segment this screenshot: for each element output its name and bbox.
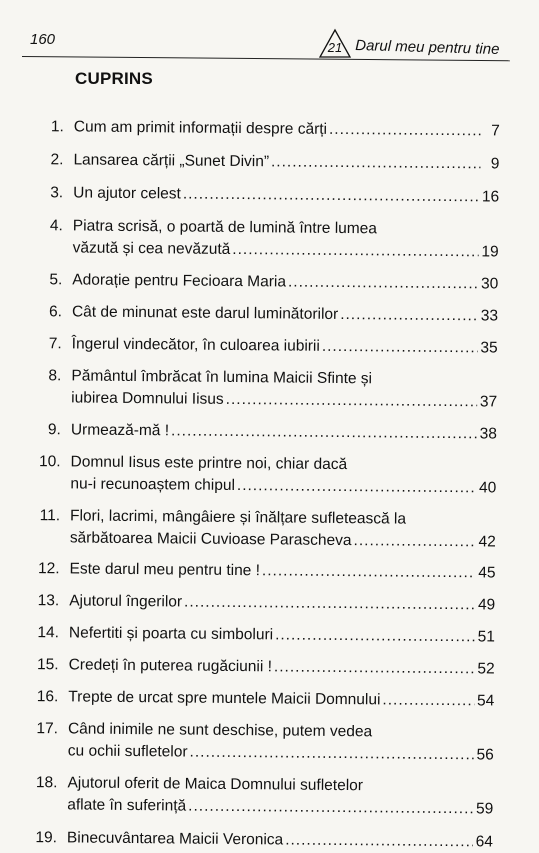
toc-entry-line xyxy=(72,333,498,359)
toc-entry-line xyxy=(69,654,495,680)
toc-entry-line xyxy=(72,269,498,295)
toc-entry xyxy=(29,149,499,176)
toc-entry xyxy=(26,505,496,554)
toc-entry-line xyxy=(71,387,497,413)
toc-entry-body xyxy=(67,772,493,820)
toc-entry-title: Urmează-mă ! xyxy=(70,421,170,440)
toc-entry-page: 42 xyxy=(478,533,496,551)
toc-entry-title: Când inimile ne sunt deschise, putem vedea xyxy=(67,720,373,741)
toc-entry-line xyxy=(68,686,494,712)
toc-entry xyxy=(30,116,500,143)
leader-dots xyxy=(274,656,475,680)
leader-dots xyxy=(271,151,481,175)
toc-entry-number: 3. xyxy=(50,184,64,202)
toc-entry-body xyxy=(69,590,495,616)
toc-entry-number: 16. xyxy=(36,688,59,706)
triangle-icon xyxy=(318,28,352,58)
toc-entry-number: 4. xyxy=(49,217,63,235)
toc-entry-line xyxy=(70,527,496,553)
toc-entry-number: 7. xyxy=(48,335,62,353)
toc-entry-title: Domnul Iisus este printre noi, chiar dacă xyxy=(70,453,348,474)
toc-entry xyxy=(25,622,495,649)
toc-entry-number: 13. xyxy=(37,592,60,610)
table-of-contents xyxy=(23,106,500,853)
toc-entry xyxy=(25,654,495,681)
toc-entry xyxy=(27,365,497,414)
leader-dots xyxy=(353,530,475,553)
toc-entry-body xyxy=(68,686,494,712)
leader-dots xyxy=(226,389,477,413)
toc-entry-title: Ajutorul oferit de Maica Domnului sufletelor xyxy=(67,774,364,795)
toc-entry-page: 30 xyxy=(480,275,499,293)
toc-entry-body xyxy=(71,419,497,445)
toc-entry-body xyxy=(72,269,498,295)
toc-entry xyxy=(29,182,499,209)
toc-entry-line xyxy=(68,740,494,766)
toc-entry-line xyxy=(70,473,496,499)
toc-entry-body xyxy=(69,654,495,680)
toc-entry-body xyxy=(70,451,496,499)
toc-entry-number: 12. xyxy=(37,560,60,578)
toc-entry-page: 49 xyxy=(477,596,496,614)
toc-entry-body xyxy=(73,149,499,175)
toc-entry-page: 38 xyxy=(479,425,497,443)
toc-entry-page: 51 xyxy=(477,628,496,646)
toc-entry-page: 33 xyxy=(480,307,499,325)
toc-entry xyxy=(25,558,495,585)
toc-entry-body xyxy=(72,301,498,327)
toc-entry-number: 5. xyxy=(49,271,63,289)
toc-entry-number: 2. xyxy=(50,151,64,169)
leader-dots xyxy=(184,592,475,617)
toc-entry xyxy=(26,451,496,500)
toc-entry-line xyxy=(74,116,500,142)
toc-entry-title: Trepte de urcat spre muntele Maicii Domnului xyxy=(68,688,381,709)
toc-entry-body xyxy=(73,182,499,208)
toc-entry-title: nu-i recunoaștem chipul xyxy=(70,475,236,494)
toc-entry-page: 64 xyxy=(475,833,494,851)
toc-entry-body xyxy=(73,215,499,263)
leader-dots xyxy=(275,624,475,648)
leader-dots xyxy=(171,420,477,445)
toc-entry-number: 8. xyxy=(48,367,62,385)
toc-entry-number: 15. xyxy=(36,656,59,674)
toc-entry-title: sărbătoarea Maicii Cuvioase Parascheva xyxy=(69,529,352,550)
toc-entry-page: 19 xyxy=(481,243,499,261)
toc-entry-body xyxy=(69,558,495,584)
toc-entry-page: 56 xyxy=(476,746,494,764)
toc-entry-page: 37 xyxy=(479,393,498,411)
toc-entry-number: 9. xyxy=(47,421,61,439)
toc-entry-page: 52 xyxy=(477,660,495,678)
toc-entry xyxy=(23,827,493,853)
toc-entry-title: Nefertiti și poarta cu simboluri xyxy=(68,624,274,644)
toc-entry-title: Este darul meu pentru tine ! xyxy=(69,560,261,580)
toc-entry-page: 59 xyxy=(475,800,494,818)
toc-entry-number: 17. xyxy=(36,720,59,738)
toc-entry-number: 18. xyxy=(35,774,58,792)
leader-dots xyxy=(188,796,473,821)
toc-entry-page: 45 xyxy=(478,564,496,582)
leader-dots xyxy=(329,119,481,142)
leader-dots xyxy=(285,829,473,853)
toc-entry-line xyxy=(72,301,498,327)
toc-entry-body xyxy=(72,333,498,359)
toc-entry-number: 11. xyxy=(39,507,61,525)
toc-entry-title: Un ajutor celest xyxy=(73,184,181,203)
toc-entry-title: Cât de minunat este darul luminătorilor xyxy=(71,303,339,323)
toc-entry-title: aflate în suferință xyxy=(67,796,187,815)
toc-entry-page: 54 xyxy=(476,692,495,710)
toc-entry-number: 6. xyxy=(49,303,63,321)
toc-entry-page: 35 xyxy=(480,339,498,357)
toc-entry xyxy=(28,301,498,328)
toc-entry-number: 14. xyxy=(37,624,60,642)
toc-entry-page: 40 xyxy=(479,479,497,497)
toc-entry-line xyxy=(69,590,495,616)
toc-entry-line xyxy=(73,237,499,263)
header-chapter-mark xyxy=(318,22,499,58)
toc-entry-body xyxy=(74,116,500,142)
running-header xyxy=(0,0,539,64)
toc-entry-line xyxy=(67,794,493,820)
toc-entry-number: 1. xyxy=(50,118,64,136)
leader-dots xyxy=(340,304,478,327)
leader-dots xyxy=(237,475,476,499)
toc-entry xyxy=(28,269,498,296)
toc-entry-title: Adorație pentru Fecioara Maria xyxy=(72,271,287,291)
leader-dots xyxy=(288,271,478,295)
toc-entry-title: Credeți în puterea rugăciunii ! xyxy=(68,656,273,676)
leader-dots xyxy=(183,183,479,208)
toc-entry-line xyxy=(69,622,495,648)
toc-entry-line xyxy=(73,182,499,208)
toc-entry-title: Binecuvântarea Maicii Veronica xyxy=(66,829,284,849)
toc-entry xyxy=(24,718,494,767)
toc-entry-body xyxy=(69,622,495,648)
toc-entry-title: cu ochii sufletelor xyxy=(67,742,188,761)
toc-entry-title: Lansarea cărții „Sunet Divin” xyxy=(73,151,270,171)
toc-entry-body xyxy=(71,365,497,413)
toc-entry-line xyxy=(69,558,495,584)
toc-entry-number: 19. xyxy=(35,829,58,847)
toc-entry-title: Piatra scrisă, o poartă de lumină între lumea xyxy=(72,217,378,238)
toc-entry-page: 16 xyxy=(481,188,500,206)
toc-entry-title: Ajutorul îngerilor xyxy=(69,592,183,611)
toc-entry-page: 9 xyxy=(490,155,500,173)
toc-entry-line xyxy=(67,827,493,853)
toc-entry-number: 10. xyxy=(38,453,61,471)
toc-entry xyxy=(29,215,499,264)
leader-dots xyxy=(322,336,478,359)
chapter-number: 21 xyxy=(327,40,343,55)
toc-entry xyxy=(28,333,498,360)
toc-entry-title: iubirea Domnului Iisus xyxy=(71,389,224,408)
toc-entry-title: Îngerul vindecător, în culoarea iubirii xyxy=(71,335,320,355)
toc-entry xyxy=(23,772,493,821)
toc-entry-title: văzută și cea nevăzută xyxy=(72,239,231,258)
toc-entry-line xyxy=(73,149,499,175)
toc-entry-title: Flori, lacrimi, mângâiere și înălțare sufletească la xyxy=(69,507,407,528)
leader-dots xyxy=(189,742,473,767)
toc-entry-line xyxy=(71,419,497,445)
toc-entry-body xyxy=(70,505,496,553)
toc-entry-page: 7 xyxy=(491,122,500,140)
book-title: Darul meu pentru tine xyxy=(355,37,500,59)
toc-entry-title: Cum am primit informații despre cărți xyxy=(73,118,328,138)
leader-dots xyxy=(382,689,474,712)
leader-dots xyxy=(262,560,476,584)
toc-entry-body xyxy=(67,827,493,853)
toc-entry xyxy=(27,419,497,446)
toc-entry-title: Pământul îmbrăcat în lumina Maicii Sfinte și xyxy=(71,367,373,388)
page-number: 160 xyxy=(30,31,56,48)
toc-entry xyxy=(25,590,495,617)
toc-heading: CUPRINS xyxy=(75,69,153,88)
toc-entry xyxy=(24,686,494,713)
leader-dots xyxy=(232,239,478,263)
toc-entry-body xyxy=(68,718,494,766)
